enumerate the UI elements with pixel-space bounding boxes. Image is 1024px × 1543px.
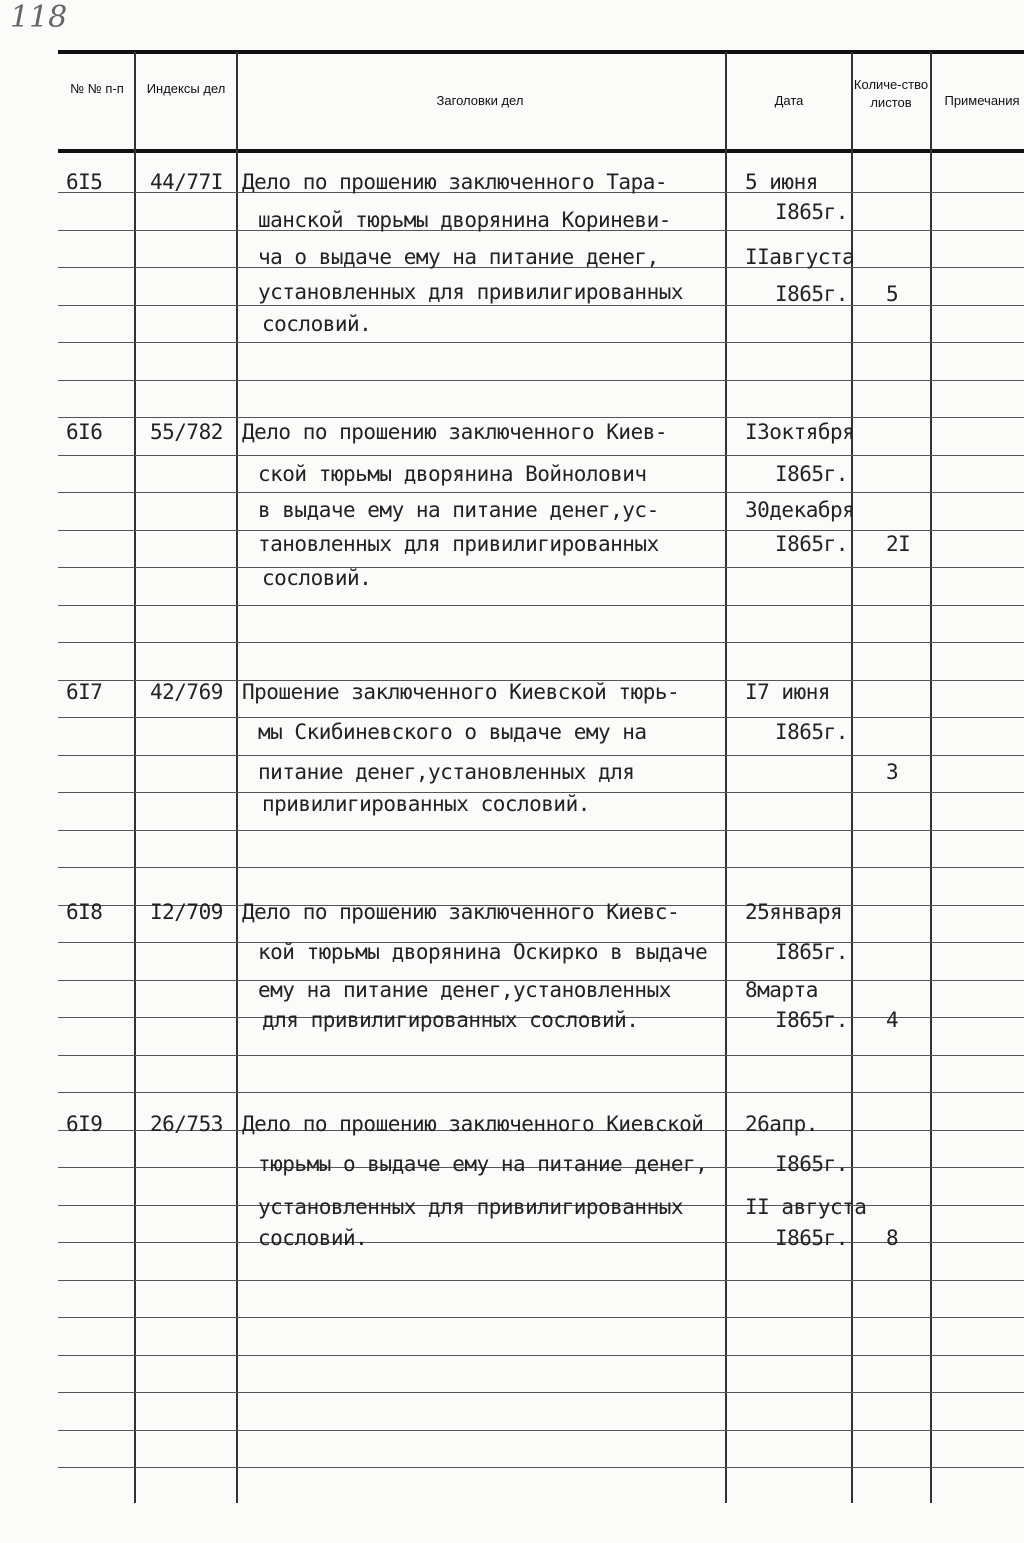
column-divider <box>851 52 853 1503</box>
page-number: 118 <box>10 0 68 35</box>
entry-date: I865г. <box>775 720 848 744</box>
ruled-line <box>58 867 1024 868</box>
column-divider <box>236 52 238 1503</box>
ruled-line <box>58 1467 1024 1468</box>
entry-title-line: мы Скибиневского о выдаче ему на <box>258 720 647 744</box>
ruled-line <box>58 1355 1024 1356</box>
entry-index: 42/769 <box>150 680 223 704</box>
entry-title-line: Дело по прошению заключенного Киевской <box>242 1112 704 1136</box>
ruled-line <box>58 830 1024 831</box>
entry-date: I3октября <box>745 420 855 444</box>
entry-number: 6I6 <box>66 420 103 444</box>
entry-date: 26апр. <box>745 1112 818 1136</box>
entry-date: 25января <box>745 900 843 924</box>
ruled-line <box>58 642 1024 643</box>
entry-title-line: кой тюрьмы дворянина Оскирко в выдаче <box>258 940 708 964</box>
entry-title-line: установленных для привилигированных <box>258 280 684 304</box>
ruled-line <box>58 1317 1024 1318</box>
entry-index: I2/709 <box>150 900 223 924</box>
ruled-line <box>58 605 1024 606</box>
entry-number: 6I5 <box>66 170 103 194</box>
entry-title-line: тановленных для привилигированных <box>258 532 659 556</box>
ruled-line <box>58 380 1024 381</box>
entry-title-line: ча о выдаче ему на питание денег, <box>258 245 659 269</box>
entry-title-line: сословий. <box>262 566 372 590</box>
entry-title-line: сословий. <box>262 312 372 336</box>
entry-date: 5 июня <box>745 170 818 194</box>
entry-date: I865г. <box>775 1226 848 1250</box>
ruled-line <box>58 1242 1024 1243</box>
ruled-line <box>58 755 1024 756</box>
entry-date: I865г. <box>775 1152 848 1176</box>
entry-title-line: питание денег,установленных для <box>258 760 635 784</box>
entry-number: 6I7 <box>66 680 103 704</box>
header-title: Заголовки дел <box>436 93 524 108</box>
entry-date: II августа <box>745 1195 867 1219</box>
ruled-line <box>58 567 1024 568</box>
entry-title-line: установленных для привилигированных <box>258 1195 684 1219</box>
entry-date: I865г. <box>775 532 848 556</box>
ruled-line <box>58 717 1024 718</box>
entry-sheet-count: 2I <box>886 532 911 556</box>
entry-sheet-count: 8 <box>886 1226 899 1250</box>
ruled-line <box>58 1392 1024 1393</box>
ruled-line <box>58 1280 1024 1281</box>
header-top-rule <box>58 50 1024 54</box>
entry-sheet-count: 4 <box>886 1008 899 1032</box>
entry-title-line: Дело по прошению заключенного Киевс- <box>242 900 680 924</box>
column-divider <box>134 52 136 1503</box>
entry-date: 8марта <box>745 978 818 1002</box>
ruled-line <box>58 305 1024 306</box>
entry-date: 30декабря <box>745 498 855 522</box>
ruled-line <box>58 1430 1024 1431</box>
entry-title-line: сословий. <box>258 1226 368 1250</box>
ruled-line <box>58 1055 1024 1056</box>
column-divider <box>930 52 932 1503</box>
entry-title-line: для привилигированных сословий. <box>262 1008 639 1032</box>
header-num: № № п-п <box>70 81 124 96</box>
entry-date: I865г. <box>775 200 848 224</box>
header-notes: Примечания <box>944 93 1020 108</box>
ruled-line <box>58 492 1024 493</box>
entry-title-line: шанской тюрьмы дворянина Кориневи- <box>258 208 671 232</box>
entry-title-line: тюрьмы о выдаче ему на питание денег, <box>258 1152 708 1176</box>
header-index: Индексы дел <box>146 81 226 96</box>
entry-date: IIавгуста <box>745 245 855 269</box>
entry-title-line: привилигированных сословий. <box>262 792 590 816</box>
entry-number: 6I8 <box>66 900 103 924</box>
entry-title-line: в выдаче ему на питание денег,ус- <box>258 498 659 522</box>
header-bottom-rule <box>58 149 1024 153</box>
entry-date: I7 июня <box>745 680 831 704</box>
entry-title-line: Дело по прошению заключенного Киев- <box>242 420 668 444</box>
entry-sheet-count: 3 <box>886 760 899 784</box>
entry-date: I865г. <box>775 1008 848 1032</box>
entry-number: 6I9 <box>66 1112 103 1136</box>
header-date: Дата <box>774 93 804 108</box>
entry-index: 44/77I <box>150 170 223 194</box>
entry-title-line: ской тюрьмы дворянина Войнолович <box>258 462 647 486</box>
header-count: Количе-ство листов <box>853 77 929 110</box>
entry-index: 55/782 <box>150 420 223 444</box>
ruled-line <box>58 417 1024 418</box>
entry-title-line: ему на питание денег,установленных <box>258 978 671 1002</box>
ruled-line <box>58 1092 1024 1093</box>
ruled-line <box>58 530 1024 531</box>
entry-date: I865г. <box>775 282 848 306</box>
ruled-line <box>58 455 1024 456</box>
entry-sheet-count: 5 <box>886 282 899 306</box>
entry-index: 26/753 <box>150 1112 223 1136</box>
entry-date: I865г. <box>775 462 848 486</box>
ruled-line <box>58 342 1024 343</box>
entry-title-line: Дело по прошению заключенного Тара- <box>242 170 668 194</box>
column-divider <box>725 52 727 1503</box>
entry-title-line: Прошение заключенного Киевской тюрь- <box>242 680 680 704</box>
entry-date: I865г. <box>775 940 848 964</box>
